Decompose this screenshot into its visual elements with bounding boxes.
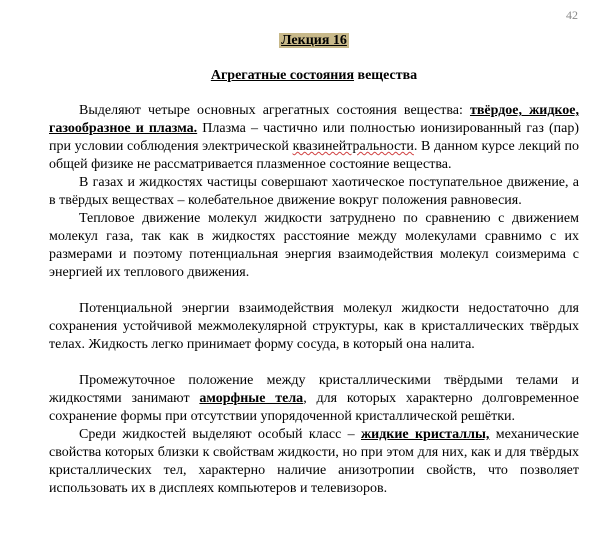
paragraph-amorphous-intro: Промежуточное положение между кристаллическими твёрдыми телами и жидкостями занимают [49,373,579,406]
amorphous-term: аморфные тела [199,391,304,406]
paragraph-motion: В газах и жидкостях частицы совершают хаотическое поступательное движение, а в твёрдых веществах – колебательное движение вокруг положения равновесия. [49,175,579,208]
paragraph-states-plasma: Плазма – частично или полностью ионизированный газ (пар) при условии соблюдения электрической [49,121,579,154]
paragraph-states [49,102,579,174]
spellcheck-word: квазинейтральности [292,139,414,154]
section-subtitle [0,68,604,84]
paragraph-liquid-crystals [49,426,579,498]
paragraph-amorphous [49,372,579,426]
lecture-title [0,33,604,49]
lecture-body [49,102,579,498]
paragraph-thermal: Тепловое движение молекул жидкости затруднено по сравнению с движением молекул газа, так как в жидкостях расстояние между молекулами сравнимо с их размерами и поэтому потенциальная энергия взаимодействия молекул соизмерима с энергией их теплового движения. [49,211,579,280]
paragraph-states-end: . В данном курсе лекций по общей физике не рассматривается плазменное состояние вещества. [49,139,579,172]
subtitle-rest: вещества [357,68,418,83]
paragraph-states-intro: Выделяют четыре основных агрегатных состояния вещества: [79,103,470,118]
paragraph-amorphous-end: , для которых характерно долговременное сохранение формы при отсутствии упорядоченной кристаллической решётки. [49,391,579,424]
states-list: твёрдое, жидкое, газообразное и плазма. [49,103,579,136]
paragraph-lc-intro: Среди жидкостей выделяют особый класс – [79,427,361,442]
lecture-title-text: Лекция 16 [281,33,347,48]
paragraph-potential: Потенциальной энергии взаимодействия молекул жидкости недостаточно для сохранения устойчивой межмолекулярной структуры, как в кристаллических твёрдых телах. Жидкость легко принимает форму сосуда, в который она налита. [49,301,579,352]
paragraph-lc-end: механические свойства которых близки к свойствам жидкости, но при этом для них, как и для твёрдых кристаллических тел, характерно наличие анизотропии свойств, что позволяет использовать их в дисплеях компьютеров и телевизоров. [49,427,579,496]
liquid-crystals-term: жидкие кристаллы, [360,427,490,442]
page-number: 42 [566,8,578,22]
subtitle-underlined: Агрегатные состояния [210,68,355,83]
